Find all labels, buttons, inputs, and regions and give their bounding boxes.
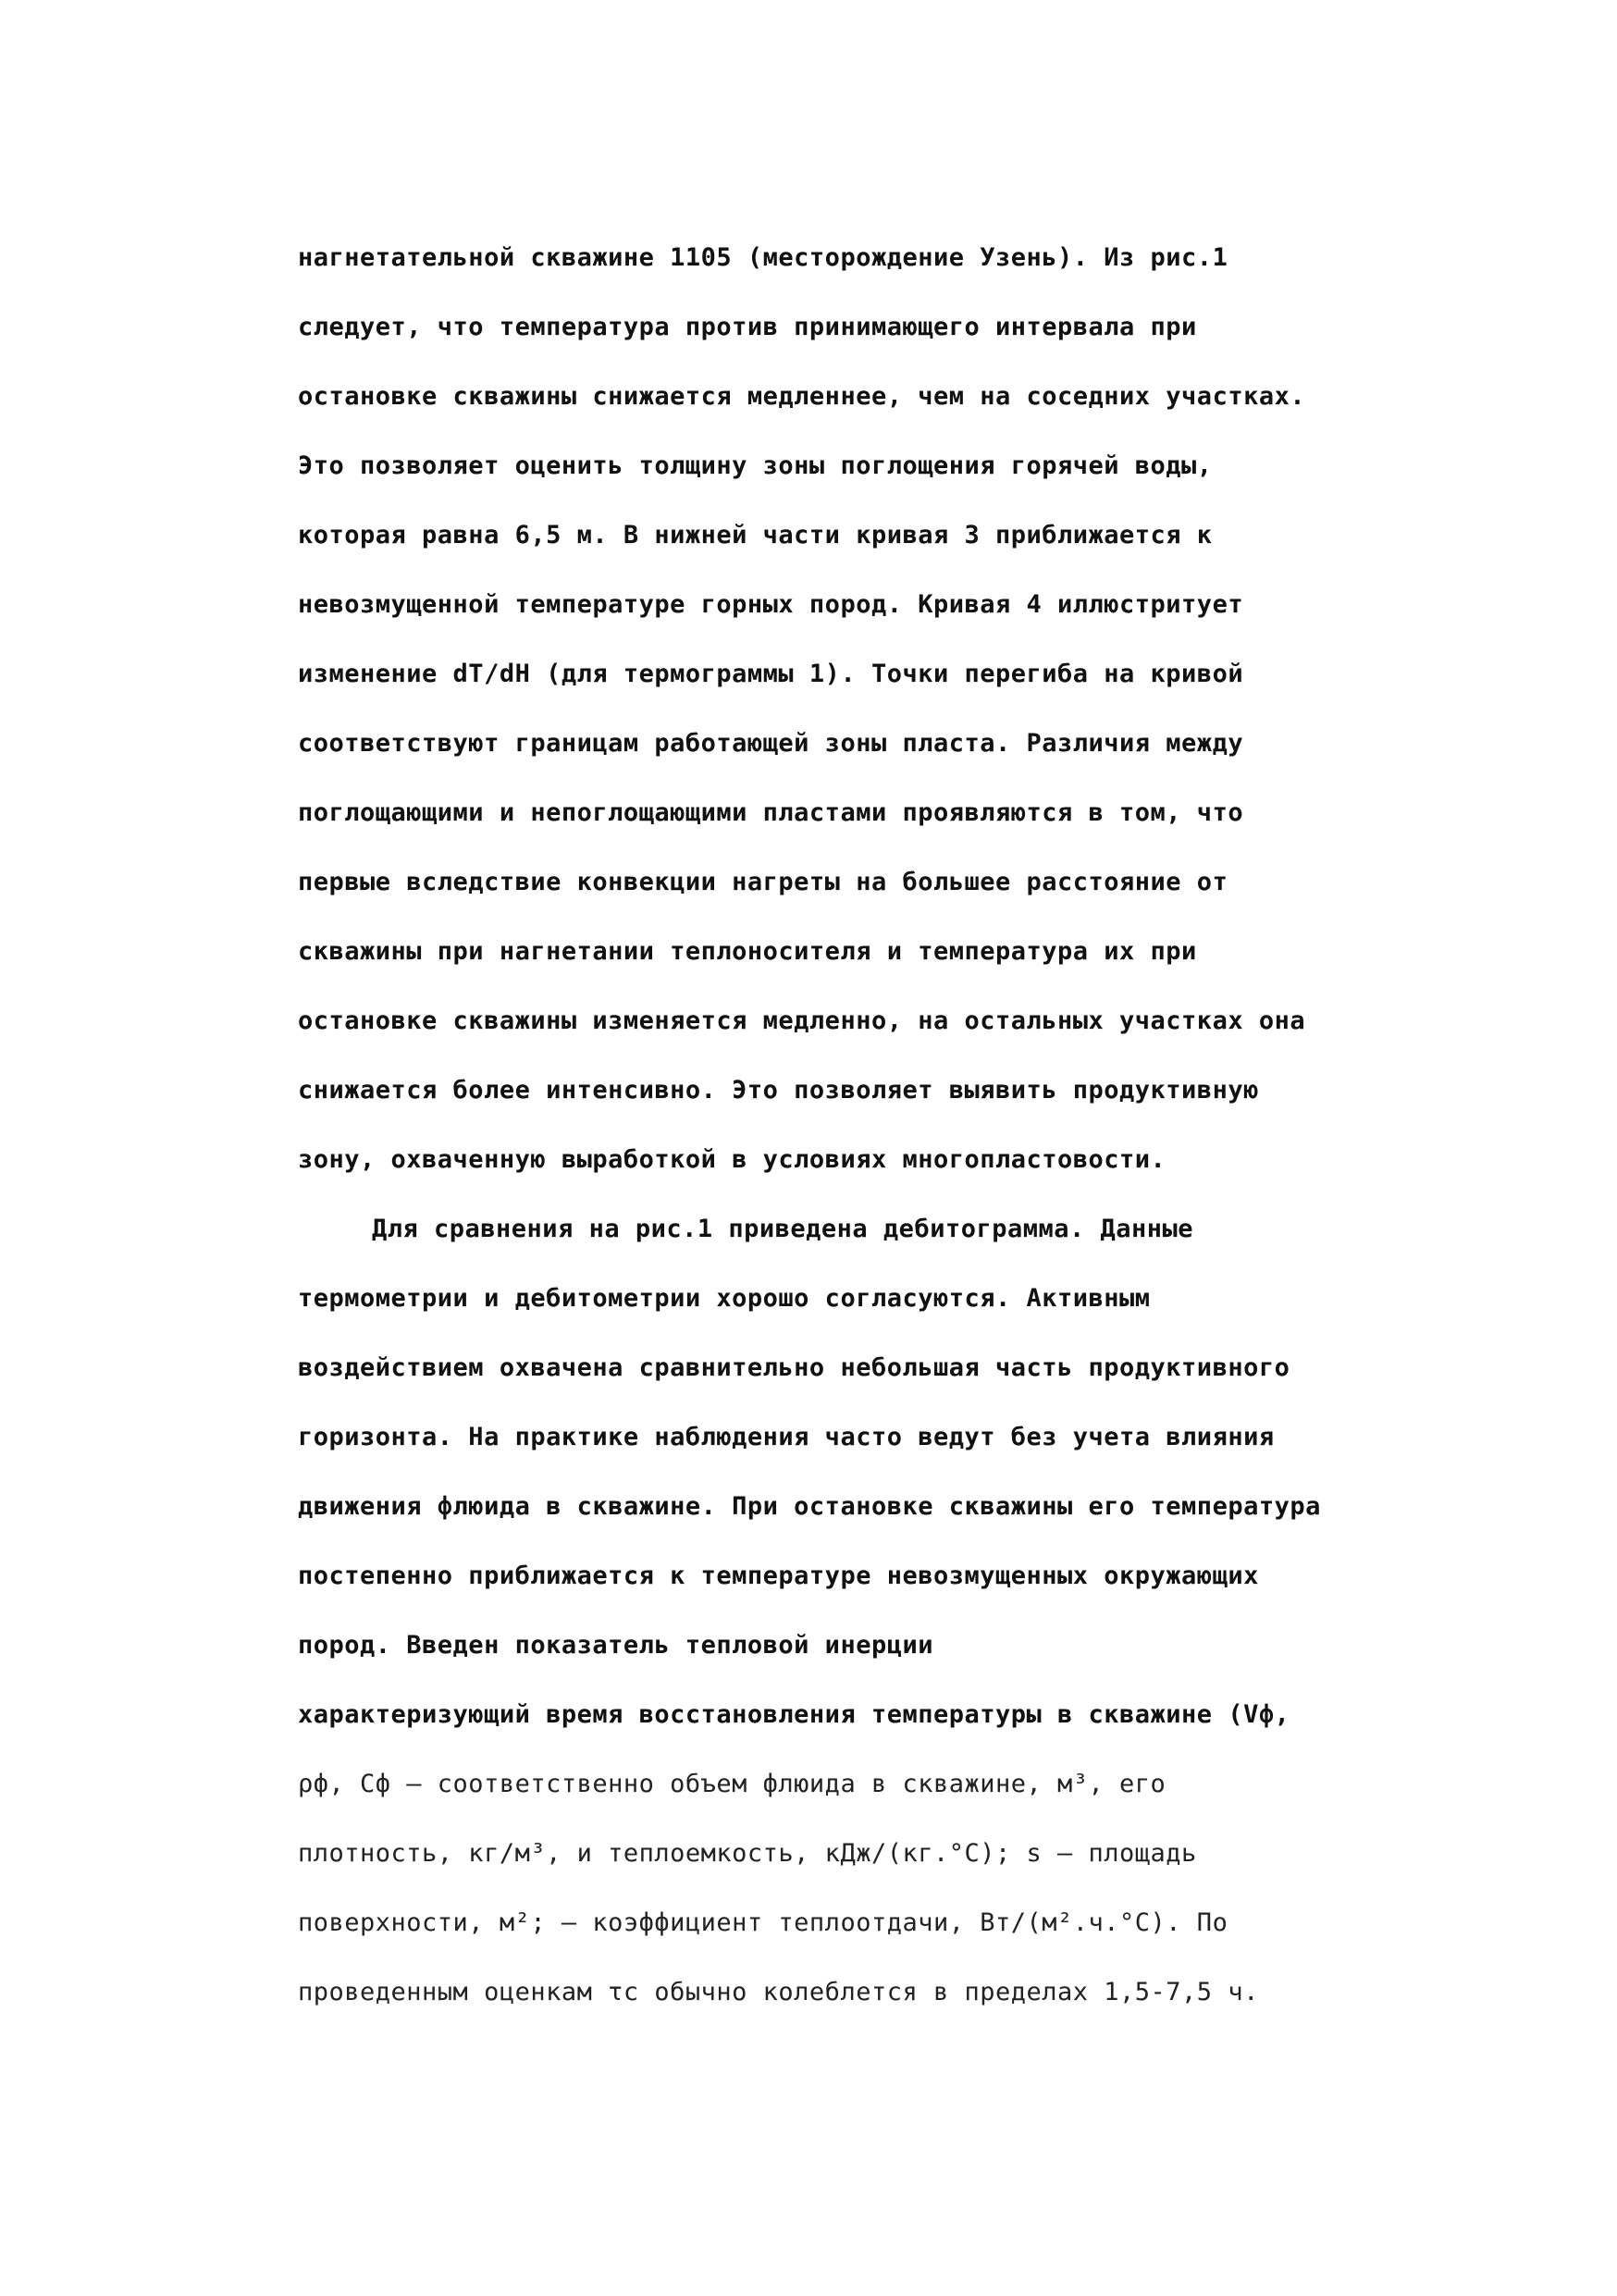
- text-line: остановке скважины изменяется медленно, на остальных участках она: [298, 1006, 1306, 1035]
- text-line: постепенно приближается к температуре невозмущенных окружающих: [298, 1562, 1259, 1590]
- text-line: термометрии и дебитометрии хорошо согласуются. Активным: [298, 1284, 1151, 1313]
- text-line: характеризующий время восстановления температуры в скважине (Vф,: [298, 1700, 1290, 1729]
- text-line: первые вследствие конвекции нагреты на большее расстояние от: [298, 868, 1228, 896]
- text-line: невозмущенной температуре горных пород. Кривая 4 иллюстритует: [298, 590, 1244, 619]
- text-line: горизонта. На практике наблюдения часто ведут без учета влияния: [298, 1423, 1275, 1451]
- text-line: следует, что температура против принимающего интервала при: [298, 313, 1197, 341]
- text-line: снижается более интенсивно. Это позволяет выявить продуктивную: [298, 1076, 1259, 1105]
- text-line: поглощающими и непоглощающими пластами проявляются в том, что: [298, 798, 1244, 827]
- text-line: соответствуют границам работающей зоны пласта. Различия между: [298, 729, 1244, 758]
- text-line: Это позволяет оценить толщину зоны поглощения горячей воды,: [298, 451, 1213, 480]
- text-line: движения флюида в скважине. При остановке скважины его температура: [298, 1492, 1321, 1521]
- paragraph-first-line: Для сравнения на рис.1 приведена дебитограмма. Данные: [372, 1215, 1194, 1243]
- text-line: скважины при нагнетании теплоносителя и температура их при: [298, 937, 1197, 966]
- text-line: ρф, Cф – соответственно объем флюида в скважине, м³, его: [298, 1770, 1166, 1798]
- text-line: поверхности, м²; – коэффициент теплоотдачи, Вт/(м².ч.°C). По: [298, 1908, 1228, 1937]
- text-line: плотность, кг/м³, и теплоемкость, кДж/(кг.°C); s – площадь: [298, 1839, 1197, 1868]
- text-line: пород. Введен показатель тепловой инерции: [298, 1631, 933, 1660]
- text-line: воздействием охвачена сравнительно небольшая часть продуктивного: [298, 1353, 1290, 1382]
- text-line: зону, охваченную выработкой в условиях многопластовости.: [298, 1145, 1166, 1174]
- text-line: остановке скважины снижается медленнее, чем на соседних участках.: [298, 382, 1306, 411]
- text-line: нагнетательной скважине 1105 (месторождение Узень). Из рис.1: [298, 243, 1228, 272]
- text-line: проведенным оценкам τc обычно колеблется в пределах 1,5-7,5 ч.: [298, 1978, 1259, 2006]
- text-line: изменение dT/dH (для термограммы 1). Точки перегиба на кривой: [298, 660, 1244, 688]
- text-line: которая равна 6,5 м. В нижней части кривая 3 приближается к: [298, 521, 1213, 549]
